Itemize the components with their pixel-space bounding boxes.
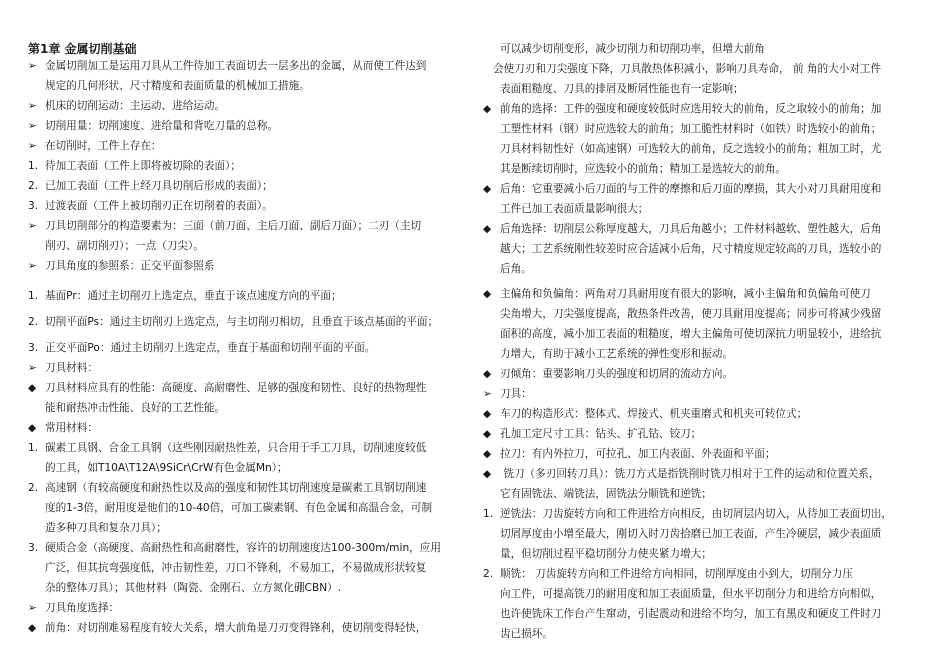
left-line-21 (28, 482, 426, 495)
bullet-marker: ◆ (483, 103, 492, 115)
bullet-marker: ◆ (483, 468, 492, 480)
bullet-marker: ◆ (483, 183, 492, 195)
bullet-marker: ◆ (483, 448, 492, 460)
line-text: 刀具材料： (45, 362, 98, 374)
left-line-27 (28, 602, 119, 615)
right-line-18 (483, 408, 807, 421)
line-text: 待加工表面（工件上即将被切除的表面）； (45, 160, 241, 172)
bullet-marker: ◆ (28, 422, 37, 434)
line-text: 刀具材料应具有的性能：高硬度、高耐磨性、足够的强度和韧性、良好的热物理性 (45, 382, 427, 394)
line-text: 已加工表面（工件上经刀具切削后形成的表面）； (45, 180, 273, 192)
line-text: 基面Pr：通过主切削刃上选定点，垂直于该点速度方向的平面； (45, 290, 342, 302)
left-line-1 (28, 60, 426, 73)
right-line-5 (483, 143, 881, 156)
right-line-29 (483, 628, 553, 641)
line-text: 面积的高度，减小加工表面的粗糙度，增大主偏角可使切深抗力明显较小，进给抗 (500, 328, 882, 340)
line-text: 铣刀（多刃回转刀具）：铣刀方式是指铣削时铣刀相对于工件的运动和位置关系， (500, 468, 880, 480)
line-text: 切屑厚度由小增至最大，刚切入时刀齿拾磨已加工表面，产生冷硬层，减少表面质 (500, 528, 882, 540)
bullet-marker: 2. (28, 482, 39, 494)
bullet-marker: 1. (483, 508, 494, 520)
line-text: 量，但切削过程平稳切削分力使夹紧力增大； (500, 548, 712, 560)
left-line-16 (28, 382, 426, 395)
line-text: 刀具角度选择： (45, 602, 120, 614)
line-text: 造多种刀具和复杂刀具）； (45, 522, 167, 534)
line-text: 主偏角和负偏角：两角对刀具耐用度有很大的影响，减小主偏角和负偏角可使刀 (500, 288, 871, 300)
line-text: 能和耐热冲击性能、良好的工艺性能。 (45, 402, 226, 414)
line-text: 机床的切削运动：主运动、进给运动。 (45, 100, 226, 112)
right-line-22 (483, 488, 712, 501)
bullet-marker: 2. (28, 316, 39, 328)
right-line-11 (483, 263, 532, 276)
line-text: 后角选择：切削层公称厚度越大，刀具后角越小；工件材料越软、塑性越大，后角 (500, 223, 882, 235)
left-line-22 (28, 502, 432, 515)
right-line-12 (483, 288, 871, 301)
left-line-8 (28, 200, 273, 213)
line-text: 切削用量：切削速度、进给量和背吃刀量的总称。 (45, 120, 279, 132)
right-line-13 (483, 308, 881, 321)
left-line-24 (28, 542, 441, 555)
line-text: 常用材料： (45, 422, 98, 434)
bullet-marker: ➢ (28, 362, 37, 374)
line-text: 齿已损坏。 (500, 628, 553, 640)
right-line-21 (483, 468, 879, 481)
line-text: 前角：对切削难易程度有较大关系，增大前角是刀刃变得锋利，使切削变得轻快， (45, 622, 427, 634)
right-line-2 (483, 83, 744, 96)
right-line-19 (483, 428, 701, 441)
line-text: 拉刀：有内外拉刀，可拉孔、加工内表面、外表面和平面； (500, 448, 776, 460)
line-text: 在切削时，工件上存在： (45, 140, 162, 152)
line-text: 可以减少切削变形，减少切削力和切削功率，但增大前角 (500, 43, 765, 55)
bullet-marker: ➢ (28, 602, 37, 614)
left-line-0 (28, 43, 137, 56)
line-text: 工件已加工表面质量影响很大； (500, 203, 649, 215)
left-line-25 (28, 562, 426, 575)
line-text: 它有固铣法、端铣法，固铣法分顺铣和逆铣； (500, 488, 712, 500)
bullet-marker: 1. (28, 442, 39, 454)
right-line-25 (483, 548, 712, 561)
left-line-9 (28, 220, 421, 233)
bullet-marker: 3. (28, 200, 39, 212)
left-line-18 (28, 422, 98, 435)
line-text: 碳素工具钢、合金工具钢（这些刚因耐热性差，只合用于手工刀具，切削速度较低 (45, 442, 427, 454)
line-text: 刀具： (500, 388, 532, 400)
line-text: 向工件，可提高铣刀的耐用度和加工表面质量，但水平切削分力和进给方向相似， (500, 588, 882, 600)
bullet-marker: ◆ (483, 428, 492, 440)
left-line-13 (28, 316, 438, 329)
bullet-marker: ◆ (483, 408, 492, 420)
bullet-marker: 1. (28, 290, 39, 302)
line-text: 刀具角度的参照系：正交平面参照系 (45, 260, 215, 272)
line-text: 后角。 (500, 263, 532, 275)
line-text: 刀具材料韧性好（如高速钢）可选较大的前角，反之选较小的前角；粗加工时，尤 (500, 143, 882, 155)
bullet-marker: ◆ (483, 288, 492, 300)
line-text: 前角的选择：工件的强度和硬度较低时应选用较大的前角，反之取较小的前角；加 (500, 103, 882, 115)
bullet-marker: ◆ (483, 223, 492, 235)
line-text: 刃倾角：重要影响刀头的强度和切屑的流动方向。 (500, 368, 734, 380)
line-text: 金属切削加工是运用刀具从工件待加工表面切去一层多出的金属，从而使工件达到 (45, 60, 427, 72)
left-line-12 (28, 290, 342, 303)
line-text: 切削平面Ps：通过主切削刃上选定点，与主切削刃相切，且垂直于该点基面的平面； (45, 316, 439, 328)
right-line-15 (483, 348, 733, 361)
right-line-16 (483, 368, 733, 381)
line-text: 削刃、副切削刃）；一点（刀尖）。 (45, 240, 204, 252)
left-line-23 (28, 522, 167, 535)
bullet-marker: ◆ (483, 368, 492, 380)
line-text: 广泛，但其抗弯强度低，冲击韧性差，刀口不锋利，不易加工，不易做成形状较复 (45, 562, 427, 574)
right-line-24 (483, 528, 881, 541)
left-line-14 (28, 342, 375, 355)
line-text: 正交平面Po：通过主切削刃上选定点，垂直于基面和切削平面的平面。 (45, 342, 376, 354)
line-text: 高速钢（有较高硬度和耐热性以及高的强度和韧性其切削速度是碳素工具钢切削速 (45, 482, 427, 494)
line-text: 越大；工艺系统刚性较差时应合适减小后角，尺寸精度规定较高的刀具，选较小的 (500, 243, 882, 255)
bullet-marker: ➢ (28, 220, 37, 232)
bullet-marker: ➢ (28, 120, 37, 132)
right-line-8 (483, 203, 648, 216)
right-line-10 (483, 243, 881, 256)
line-text: 逆铣法：刀齿旋转方向和工件进给方向相反，由切屑层内切入，从待加工表面切出， (500, 508, 892, 520)
line-text: 第1章 金属切削基础 (28, 42, 137, 56)
left-line-28 (28, 622, 426, 635)
line-text: 也许使铣床工作台产生窜动，引起震动和进给不均匀，加工有黑皮和硬皮工件时刀 (500, 608, 882, 620)
left-line-26 (28, 582, 341, 595)
line-text: 孔加工定尺寸工具：钻头、扩孔钻、铰刀； (500, 428, 702, 440)
bullet-marker: ➢ (28, 140, 37, 152)
right-line-26 (483, 568, 853, 581)
line-text: 力增大，有助于减小工艺系统的弹性变形和振动。 (500, 348, 734, 360)
left-line-2 (28, 80, 310, 93)
right-line-28 (483, 608, 881, 621)
bullet-marker: 3. (28, 542, 39, 554)
right-line-23 (483, 508, 892, 521)
right-line-6 (483, 163, 786, 176)
line-text: 硬质合金（高硬度、高耐热性和高耐磨性，容许的切削速度达100-300m/min，应用 (45, 542, 441, 554)
line-text: 度的1-3倍，耐用度是他们的10-40倍，可加工碳素钢、有色金属和高温合金，可制 (45, 502, 433, 514)
left-line-3 (28, 100, 225, 113)
bullet-marker: ➢ (483, 388, 492, 400)
right-line-0 (483, 43, 765, 56)
bullet-marker: ➢ (28, 60, 37, 72)
line-text: 车刀的构造形式：整体式、焊接式、机夹重磨式和机夹可转位式； (500, 408, 808, 420)
right-line-20 (483, 448, 775, 461)
left-line-15 (28, 362, 98, 375)
line-text: 顺铣： 刀齿旋转方向和工件进给方向相同，切削厚度由小到大，切削分力压 (500, 568, 853, 580)
line-text: 杂的整体刀具）；其他材料（陶瓷、金刚石、立方氮化硼CBN）. (45, 582, 342, 594)
right-line-27 (483, 588, 881, 601)
left-line-20 (28, 462, 288, 475)
bullet-marker: 3. (28, 342, 39, 354)
line-text: 后角：它重要减小后刀面的与工件的摩擦和后刀面的摩损，其大小对刀具耐用度和 (500, 183, 882, 195)
bullet-marker: ◆ (28, 622, 37, 634)
left-line-17 (28, 402, 225, 415)
right-line-4 (483, 123, 881, 136)
line-text: 表面粗糙度、刀具的排屑及断屑性能也有一定影响； (500, 83, 744, 95)
right-line-1 (493, 63, 881, 76)
left-line-11 (28, 260, 215, 273)
bullet-marker: ➢ (28, 100, 37, 112)
right-line-14 (483, 328, 881, 341)
line-text: 会使刀刃和刀尖强度下降，刀具散热体积减小，影响刀具寿命， 前 角的大小对工件 (493, 63, 882, 75)
line-text: 过渡表面（工件上被切削刃正在切削着的表面）。 (45, 200, 273, 212)
left-line-4 (28, 120, 278, 133)
line-text: 其是断续切削时，应选较小的前角；精加工是选较大的前角。 (500, 163, 787, 175)
left-line-7 (28, 180, 273, 193)
bullet-marker: 1. (28, 160, 39, 172)
left-line-10 (28, 240, 204, 253)
line-text: 刀具切削部分的构造要素为：三面（前刀面、主后刀面、副后刀面）；二刃（主切 (45, 220, 422, 232)
bullet-marker: ➢ (28, 260, 37, 272)
line-text: 的工具，如T10A\T12A\9SiCr\CrW有色金属Mn）； (45, 462, 288, 474)
bullet-marker: 2. (28, 180, 39, 192)
line-text: 工塑性材料（钢）时应选较大的前角；加工脆性材料时（如铁）时选较小的前角； (500, 123, 882, 135)
right-line-9 (483, 223, 881, 236)
left-line-19 (28, 442, 426, 455)
left-line-6 (28, 160, 241, 173)
line-text: 尖角增大，刀尖强度提高，散热条件改善，使刀具耐用度提高；同步可将减少残留 (500, 308, 882, 320)
bullet-marker: 2. (483, 568, 494, 580)
right-line-17 (483, 388, 532, 401)
line-text: 规定的几何形状、尺寸精度和表面质量的机械加工措施。 (45, 80, 310, 92)
right-line-3 (483, 103, 881, 116)
left-line-5 (28, 140, 162, 153)
bullet-marker: ◆ (28, 382, 37, 394)
right-line-7 (483, 183, 881, 196)
